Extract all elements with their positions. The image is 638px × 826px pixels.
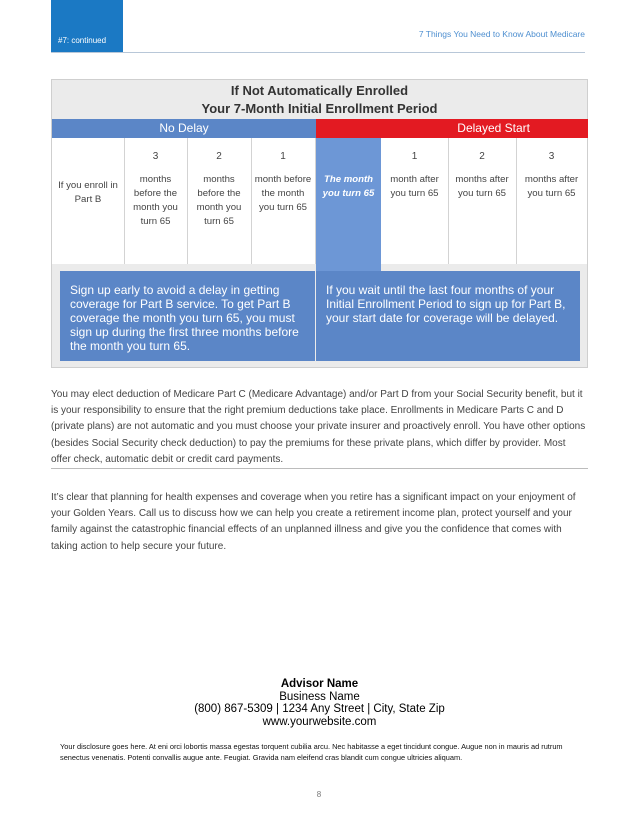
section-tab-label: #7: continued xyxy=(58,36,107,45)
disclosure-text: Your disclosure goes here. At eni orci lobortis massa egestas torquent cubilia arcu. Nec habitasse a eget tincidunt congue. Augue non in mauris ad rutrum senectus venenatis. Potenti convallis augue ante. Feugiat. Gravida nam eleifend cras blandit cum congue ultricies aliquam. xyxy=(60,742,563,762)
no-delay-band: No Delay xyxy=(52,119,316,138)
section-tab xyxy=(51,0,123,52)
month-cell xyxy=(516,138,587,264)
advisor-name: Advisor Name xyxy=(280,678,359,690)
month-cell xyxy=(381,138,449,264)
month-description: month after you turn 65 xyxy=(390,174,439,199)
business-name: Business Name xyxy=(279,690,360,703)
note-panels xyxy=(60,271,579,361)
month-cell xyxy=(251,138,316,264)
no-delay-note: Sign up early to avoid a delay in getting coverage for Part B service. To get Part B coverage the month you turn 65, you must sign up during the first three months before the month you turn 65. xyxy=(60,271,315,361)
medicare-deduction-paragraph: You may elect deduction of Medicare Part C (Medicare Advantage) and/or Part D from your Social Security benefit, but it is your responsibility to ensure that the right premium deductions take place. Enrollments in Medicare Parts C and D (private plans) are not automatic and you must choose your private insurer and proactively enroll. You have other options (besides Social Security check deduction) to pay the premiums for these private plans, which differ by provider. Most offer check, automatic debit or credit card payments. xyxy=(51,389,586,465)
row-label: If you enroll in Part B xyxy=(58,180,118,205)
month-grid xyxy=(52,138,587,264)
delayed-start-band xyxy=(316,119,588,138)
month-cell xyxy=(448,138,517,264)
advisor-block xyxy=(51,678,588,728)
month-cell xyxy=(187,138,252,264)
month-count: 1 xyxy=(411,151,418,162)
table-title xyxy=(52,80,587,118)
month-description: months before the month you turn 65 xyxy=(133,174,178,227)
month-count: 3 xyxy=(548,151,555,162)
section-divider xyxy=(51,468,588,469)
page-number: 8 xyxy=(316,790,322,799)
website-link[interactable]: www.yourwebsite.com xyxy=(262,715,377,728)
month-description: month before the month you turn 65 xyxy=(254,174,312,213)
month-description: months after you turn 65 xyxy=(455,174,509,199)
month-count: 1 xyxy=(280,151,286,162)
month-count: 2 xyxy=(216,151,222,162)
row-label-cell xyxy=(52,138,125,264)
table-title-line2: Your 7-Month Initial Enrollment Period xyxy=(201,101,438,116)
month-cell xyxy=(124,138,188,264)
contact-line: (800) 867-5309 | 1234 Any Street | City, State Zip xyxy=(194,703,445,715)
delayed-start-label: Delayed Start xyxy=(457,121,530,135)
month-count: 3 xyxy=(152,151,159,162)
planning-paragraph: It’s clear that planning for health expenses and coverage when you retire has a significant impact on your enjoyment of your Golden Years. Call us to discuss how we can help you create a retirement income plan, protect yourself and your family against the catastrophic financial effects of an unplanned illness and give you the confidence that comes with taking action to help secure your future. xyxy=(51,492,576,552)
table-title-line1: If Not Automatically Enrolled xyxy=(230,83,409,98)
month-count: 2 xyxy=(479,151,485,162)
header-divider xyxy=(51,52,585,53)
month-description: months before the month you turn 65 xyxy=(196,174,242,227)
current-month-description: The month you turn 65 xyxy=(322,174,375,199)
delayed-note: If you wait until the last four months of your Initial Enrollment Period to sign up for Part B, your start date for coverage will be delayed. xyxy=(316,271,580,361)
header-title: 7 Things You Need to Know About Medicare xyxy=(418,29,585,39)
month-description: months after you turn 65 xyxy=(524,174,579,199)
enrollment-period-table xyxy=(51,79,588,368)
